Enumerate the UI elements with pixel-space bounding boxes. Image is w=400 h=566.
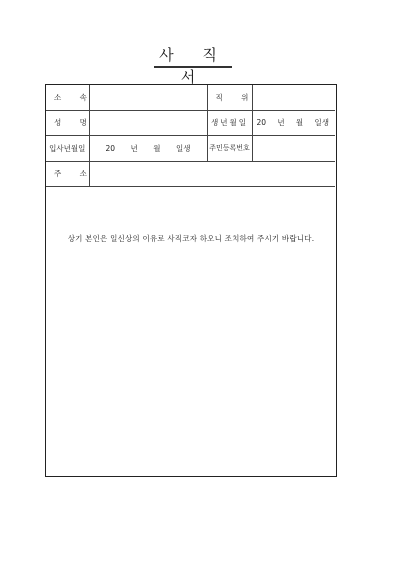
hire-date-label: 입사년월일 [46, 136, 89, 162]
table-row [46, 136, 335, 162]
affiliation-label: 소 속 [46, 85, 89, 110]
name-label: 성 명 [46, 110, 89, 136]
position-label: 직 위 [207, 85, 252, 110]
hire-date-year: 20 [105, 143, 116, 153]
table-row [46, 110, 335, 136]
birthdate-year: 20 [256, 118, 267, 128]
birthdate-year-unit: 년 [277, 118, 285, 128]
birthdate-month-unit: 월 [295, 118, 304, 128]
document-title: 사 직 서 [159, 46, 229, 86]
resignation-form [45, 84, 337, 477]
resident-id-field[interactable] [252, 136, 335, 162]
table-row [46, 85, 335, 110]
info-table [46, 85, 335, 187]
hire-date-year-unit: 년 [130, 143, 138, 153]
address-label: 주 소 [46, 161, 89, 187]
birthdate-field[interactable] [252, 110, 335, 136]
hire-date-month-unit: 월 [153, 143, 161, 153]
birthdate-label: 생년월일 [207, 110, 252, 136]
hire-date-field[interactable] [89, 136, 207, 162]
table-row [46, 161, 335, 187]
title-underline [154, 66, 232, 68]
position-field[interactable] [252, 85, 335, 110]
name-field[interactable] [89, 110, 207, 136]
hire-date-parts [90, 136, 207, 161]
resignation-statement: 상기 본인은 일신상의 이유로 사직코자 하오니 조치하여 주시기 바랍니다. [67, 234, 315, 243]
hire-date-day-unit: 일생 [176, 143, 191, 153]
address-field[interactable] [89, 161, 335, 187]
birthdate-parts [253, 111, 336, 136]
birthdate-day-unit: 일생 [314, 118, 329, 128]
resident-id-label: 주민등록번호 [207, 136, 252, 162]
affiliation-field[interactable] [89, 85, 207, 110]
